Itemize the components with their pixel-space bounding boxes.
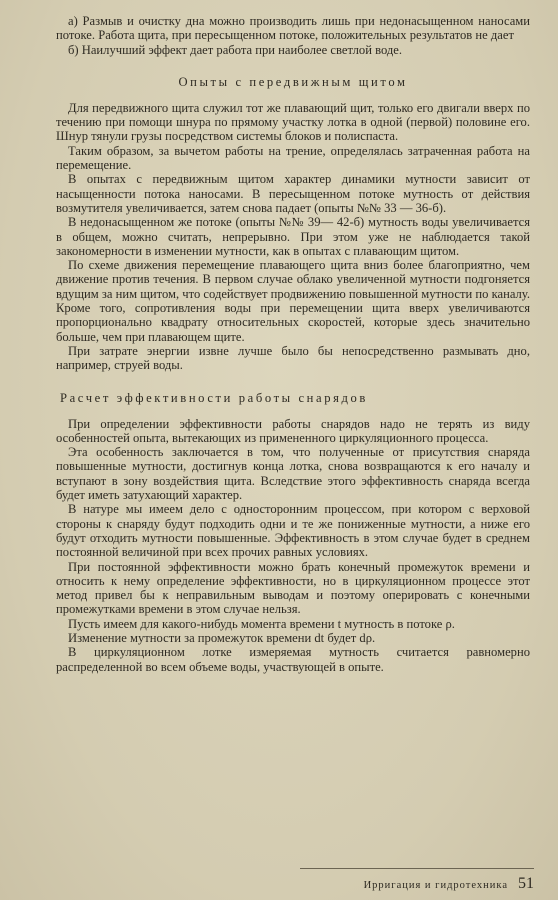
paragraph: При затрате энергии извне лучше было бы непосредственно размывать дно, например, струей воды.: [56, 343, 530, 373]
paragraph: Пусть имеем для какого-нибудь момента времени t мутность в потоке ρ.: [68, 616, 455, 631]
paragraph: В натуре мы имеем дело с односторонним процессом, при котором с верховой стороны к снаряду будут подходить одни и те же пониженные мутности, а ниже его будут отходить мутности повышенные. Эффективность в этом случае будет в среднем постоянной величиной при всех прочих равных условиях.: [56, 502, 530, 560]
page-number: 51: [518, 875, 534, 892]
paragraph: При определении эффективности работы снарядов надо не терять из виду особенностей опыта, вытекающих из примененного циркуляционного процесса.: [56, 416, 530, 445]
paragraph: В циркуляционном лотке измеряемая мутность считается равномерно распределенной во всем объеме воды, участвующей в опыте.: [56, 645, 530, 674]
journal-title: Ирригация и гидротехника: [363, 880, 508, 891]
paragraph: Для передвижного щита служил тот же плавающий щит, только его двигали вверх по течению при помощи шнура по прямому участку лотка в одной (первой) половине его. Шнур тянули грузы посредством системы блоков и полиспаста.: [56, 100, 530, 144]
paragraph: При постоянной эффективности можно брать конечный промежуток времени и относить к нему определение эффективности, но в циркуляционном процессе этот метод привел бы к неправильным выводам и поэтому оперировать с конечными промежутками времени в этом случае нельзя.: [56, 559, 530, 617]
paragraph: Эта особенность заключается в том, что полученные от присутствия снаряда повышенные мутности, достигнув конца лотка, снова возвращаются к его началу и вступают в зону воздействия щита. Вследствие этого эффективность снаряда всегда будет иметь затухающий характер.: [56, 445, 530, 503]
conclusion-item-b: б) Наилучший эффект дает работа при наиболее светлой воде.: [68, 42, 403, 57]
conclusion-item-a: а) Размыв и очистку дна можно производить лишь при недонасыщенном наносами потоке. Работа щита, при пересыщенном потоке, положительных результатов не дает: [56, 14, 530, 43]
section-title-efficiency: Расчет эффективности работы снарядов: [60, 390, 368, 405]
paragraph: По схеме движения перемещение плавающего щита вниз более благоприятно, чем движение против течения. В первом случае облако увеличенной мутности подгоняется вдущим за ним щитом, что содействует продвижению повышенной мутности по каналу. Кроме того, сопротивления воды при перемещении щита вверх увеличиваются пропорционально квадрату относительных скоростей, которые здесь значительно больше, чем при плавающем щите.: [56, 258, 530, 344]
paragraph: Таким образом, за вычетом работы на трение, определялась затраченная работа на перемещение.: [56, 143, 530, 173]
paragraph: В недонасыщенном же потоке (опыты №№ 39— 42-б) мутность воды увеличивается в общем, можно считать, непрерывно. При этом уже не наблюдается такой закономерности в изменении мутности, как в опытах с плавающим щитом.: [56, 215, 530, 258]
paragraph: Изменение мутности за промежуток времени dt будет dρ.: [68, 630, 376, 645]
page-footer: [300, 868, 534, 893]
section-title-moving-shield: Опыты с передвижным щитом: [178, 74, 408, 89]
paragraph: В опытах с передвижным щитом характер динамики мутности зависит от насыщенности потока наносами. В пересыщенном потоке мутность от действия возмутителя увеличивается, затем снова падает (опыты №№ 33 — 36-б).: [56, 172, 530, 215]
